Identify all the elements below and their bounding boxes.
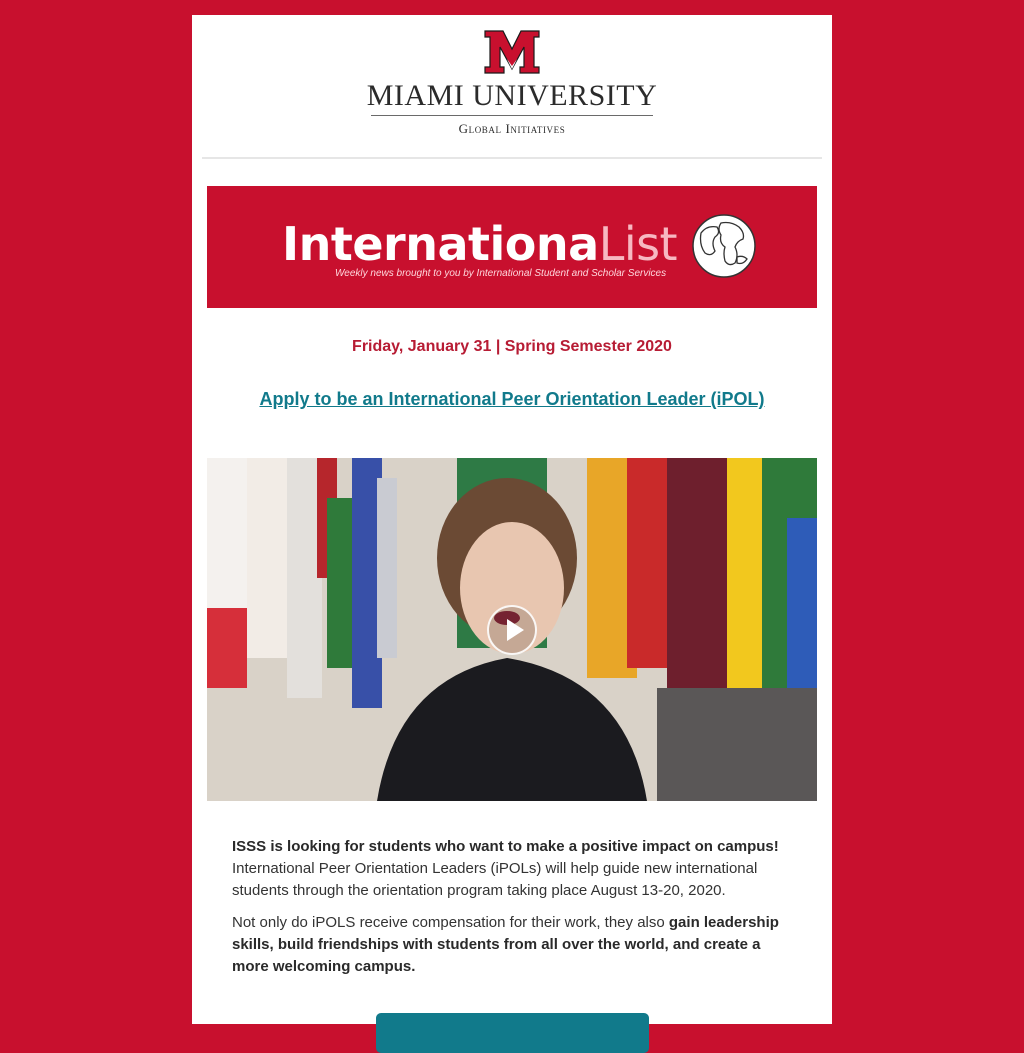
university-name: MIAMI UNIVERSITY [366,79,658,112]
banner-subtitle: Weekly news brought to you by International Student and Scholar Services [335,268,667,279]
benefits-text: Not only do iPOLS receive compensation for their work, they also [232,914,665,931]
miami-m-logo-icon [483,29,541,75]
globe-icon [691,213,757,279]
article-body [232,836,797,988]
benefits-bold: gain leadership skills, build friendships with students from all over the world, and create a more welcoming campus. [232,914,779,975]
intro-paragraph [232,836,797,902]
internationalist-banner[interactable] [207,186,817,308]
benefits-paragraph [232,912,797,978]
banner-title [282,214,677,274]
article-headline-link[interactable]: Apply to be an International Peer Orientation Leader (iPOL) [259,389,765,409]
email-card [192,15,832,1024]
issue-date: Friday, January 31 | Spring Semester 2020 [352,338,672,355]
video-thumbnail[interactable] [207,458,817,801]
header-divider [202,157,822,159]
play-icon[interactable] [487,605,537,655]
apply-button[interactable] [376,1013,649,1053]
banner-title-bold: Internationa [282,217,599,271]
intro-bold: ISSS is looking for students who want to make a positive impact on campus! [232,838,779,855]
logo-divider [371,115,653,116]
banner-title-light: List [598,217,678,271]
intro-text: International Peer Orientation Leaders (iPOLs) will help guide new international students through the orientation program taking place August 13-20, 2020. [232,860,758,899]
department-name: Global Initiatives [458,121,566,136]
university-logo[interactable] [192,29,832,137]
